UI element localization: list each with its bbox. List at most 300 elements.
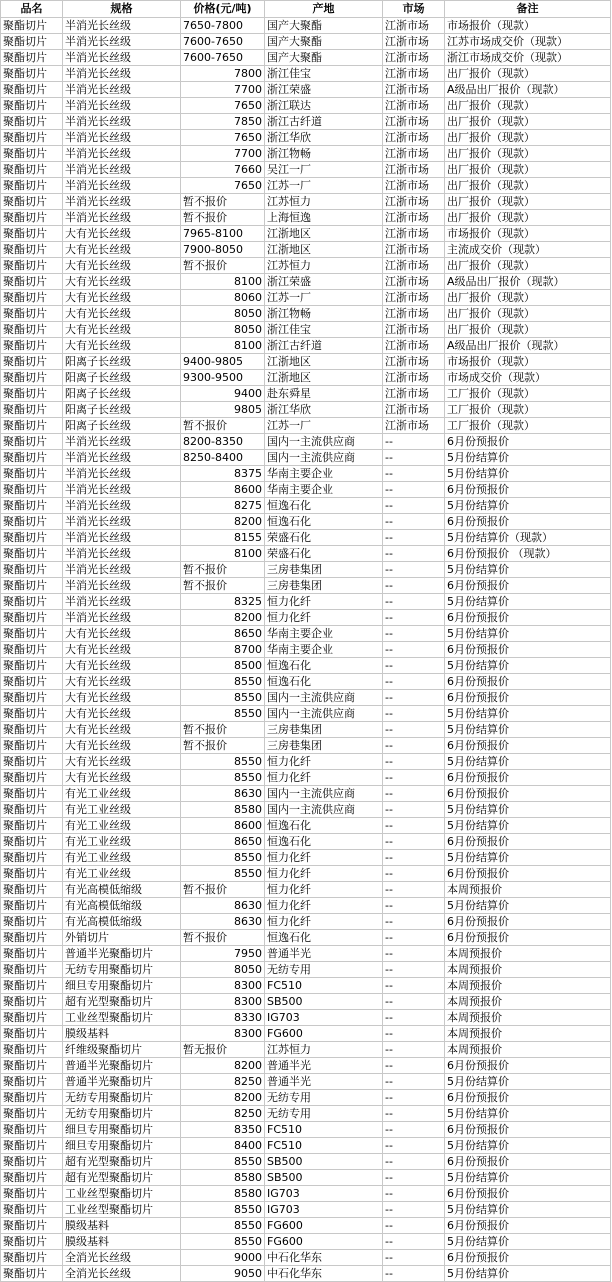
table-row xyxy=(1,1106,611,1122)
market-cell: 江浙市场 xyxy=(383,354,445,370)
product-cell: 聚酯切片 xyxy=(1,482,63,498)
origin-cell: 恒逸石化 xyxy=(265,658,383,674)
product-cell: 聚酯切片 xyxy=(1,866,63,882)
table-row xyxy=(1,34,611,50)
table-row xyxy=(1,642,611,658)
table-row xyxy=(1,402,611,418)
market-cell: -- xyxy=(383,642,445,658)
table-row xyxy=(1,722,611,738)
product-cell: 聚酯切片 xyxy=(1,1058,63,1074)
table-row xyxy=(1,114,611,130)
remark-cell: 5月份结算价 xyxy=(445,706,611,722)
product-cell: 聚酯切片 xyxy=(1,146,63,162)
table-row xyxy=(1,658,611,674)
table-row xyxy=(1,1058,611,1074)
table-row xyxy=(1,530,611,546)
price-cell: 暂不报价 xyxy=(181,882,265,898)
product-cell: 聚酯切片 xyxy=(1,818,63,834)
product-cell: 聚酯切片 xyxy=(1,1218,63,1234)
product-cell: 聚酯切片 xyxy=(1,210,63,226)
table-row xyxy=(1,50,611,66)
market-cell: -- xyxy=(383,690,445,706)
table-row xyxy=(1,866,611,882)
spec-cell: 膜级基料 xyxy=(63,1026,181,1042)
table-row xyxy=(1,754,611,770)
remark-cell: 本周预报价 xyxy=(445,962,611,978)
price-cell: 7650 xyxy=(181,130,265,146)
price-cell: 8630 xyxy=(181,786,265,802)
spec-cell: 半消光长丝级 xyxy=(63,98,181,114)
table-row xyxy=(1,962,611,978)
remark-cell: 浙江市场成交价（现款） xyxy=(445,50,611,66)
origin-cell: 江苏恒力 xyxy=(265,1042,383,1058)
product-cell: 聚酯切片 xyxy=(1,82,63,98)
price-cell: 8300 xyxy=(181,978,265,994)
remark-cell: 6月份预报价 xyxy=(445,930,611,946)
remark-cell: 6月份预报价 xyxy=(445,1058,611,1074)
product-cell: 聚酯切片 xyxy=(1,370,63,386)
product-cell: 聚酯切片 xyxy=(1,418,63,434)
remark-cell: 出厂报价（现款） xyxy=(445,162,611,178)
price-cell: 8200 xyxy=(181,1058,265,1074)
market-cell: -- xyxy=(383,1266,445,1282)
origin-cell: 华南主要企业 xyxy=(265,466,383,482)
spec-cell: 有光工业丝级 xyxy=(63,786,181,802)
remark-cell: 5月份结算价 xyxy=(445,850,611,866)
spec-cell: 半消光长丝级 xyxy=(63,194,181,210)
table-row xyxy=(1,418,611,434)
market-cell: -- xyxy=(383,754,445,770)
spec-cell: 半消光长丝级 xyxy=(63,482,181,498)
spec-cell: 阳离子长丝级 xyxy=(63,370,181,386)
origin-cell: 国产大聚酯 xyxy=(265,34,383,50)
product-cell: 聚酯切片 xyxy=(1,402,63,418)
origin-cell: 国内一主流供应商 xyxy=(265,450,383,466)
remark-cell: 6月份预报价 xyxy=(445,434,611,450)
market-cell: -- xyxy=(383,818,445,834)
market-cell: -- xyxy=(383,978,445,994)
market-cell: 江浙市场 xyxy=(383,146,445,162)
product-cell: 聚酯切片 xyxy=(1,1266,63,1282)
remark-cell: A级品出厂报价（现款） xyxy=(445,274,611,290)
remark-cell: 6月份预报价 xyxy=(445,642,611,658)
spec-cell: 普通半光聚酯切片 xyxy=(63,946,181,962)
remark-cell: 出厂报价（现款） xyxy=(445,322,611,338)
table-row xyxy=(1,1010,611,1026)
spec-cell: 普通半光聚酯切片 xyxy=(63,1074,181,1090)
origin-cell: 国内一主流供应商 xyxy=(265,802,383,818)
origin-cell: 国产大聚酯 xyxy=(265,18,383,34)
origin-cell: 江浙地区 xyxy=(265,242,383,258)
spec-cell: 阳离子长丝级 xyxy=(63,386,181,402)
header-remark: 备注 xyxy=(445,1,611,18)
market-cell: -- xyxy=(383,962,445,978)
spec-cell: 有光高模低缩级 xyxy=(63,914,181,930)
table-row xyxy=(1,98,611,114)
spec-cell: 细旦专用聚酯切片 xyxy=(63,1138,181,1154)
remark-cell: 5月份结算价 xyxy=(445,1266,611,1282)
market-cell: -- xyxy=(383,786,445,802)
origin-cell: 江浙地区 xyxy=(265,226,383,242)
header-origin: 产地 xyxy=(265,1,383,18)
spec-cell: 大有光长丝级 xyxy=(63,770,181,786)
table-row xyxy=(1,562,611,578)
remark-cell: 出厂报价（现款） xyxy=(445,130,611,146)
remark-cell: 主流成交价（现款） xyxy=(445,242,611,258)
market-cell: -- xyxy=(383,946,445,962)
remark-cell: 市场报价（现款） xyxy=(445,354,611,370)
market-cell: -- xyxy=(383,1058,445,1074)
origin-cell: 浙江古纤道 xyxy=(265,338,383,354)
spec-cell: 半消光长丝级 xyxy=(63,82,181,98)
spec-cell: 超有光型聚酯切片 xyxy=(63,1170,181,1186)
price-cell: 8550 xyxy=(181,706,265,722)
price-cell: 7660 xyxy=(181,162,265,178)
price-cell: 7900-8050 xyxy=(181,242,265,258)
header-product: 品名 xyxy=(1,1,63,18)
product-cell: 聚酯切片 xyxy=(1,978,63,994)
price-cell: 8580 xyxy=(181,1170,265,1186)
table-row xyxy=(1,594,611,610)
table-row xyxy=(1,482,611,498)
origin-cell: 恒逸石化 xyxy=(265,818,383,834)
market-cell: -- xyxy=(383,1154,445,1170)
header-market: 市场 xyxy=(383,1,445,18)
spec-cell: 超有光型聚酯切片 xyxy=(63,994,181,1010)
price-cell: 9000 xyxy=(181,1250,265,1266)
product-cell: 聚酯切片 xyxy=(1,1010,63,1026)
market-cell: -- xyxy=(383,850,445,866)
spec-cell: 无纺专用聚酯切片 xyxy=(63,1090,181,1106)
remark-cell: 5月份结算价 xyxy=(445,1234,611,1250)
remark-cell: 6月份预报价 xyxy=(445,1186,611,1202)
product-cell: 聚酯切片 xyxy=(1,194,63,210)
product-cell: 聚酯切片 xyxy=(1,1026,63,1042)
origin-cell: 恒力化纤 xyxy=(265,914,383,930)
market-cell: -- xyxy=(383,514,445,530)
origin-cell: 恒逸石化 xyxy=(265,834,383,850)
table-row xyxy=(1,290,611,306)
market-cell: -- xyxy=(383,738,445,754)
product-cell: 聚酯切片 xyxy=(1,1090,63,1106)
origin-cell: 浙江古纤道 xyxy=(265,114,383,130)
remark-cell: 市场报价（现款） xyxy=(445,18,611,34)
spec-cell: 大有光长丝级 xyxy=(63,722,181,738)
product-cell: 聚酯切片 xyxy=(1,306,63,322)
origin-cell: 吴江一厂 xyxy=(265,162,383,178)
origin-cell: 三房巷集团 xyxy=(265,738,383,754)
origin-cell: 普通半光 xyxy=(265,1058,383,1074)
price-cell: 7700 xyxy=(181,146,265,162)
origin-cell: 恒力化纤 xyxy=(265,882,383,898)
spec-cell: 大有光长丝级 xyxy=(63,290,181,306)
price-cell: 7950 xyxy=(181,946,265,962)
table-row xyxy=(1,242,611,258)
table-row xyxy=(1,146,611,162)
product-cell: 聚酯切片 xyxy=(1,930,63,946)
price-cell: 8550 xyxy=(181,690,265,706)
remark-cell: 5月份结算价 xyxy=(445,450,611,466)
remark-cell: 6月份预报价 xyxy=(445,482,611,498)
spec-cell: 超有光型聚酯切片 xyxy=(63,1154,181,1170)
origin-cell: 江苏一厂 xyxy=(265,418,383,434)
market-cell: 江浙市场 xyxy=(383,178,445,194)
market-cell: -- xyxy=(383,1138,445,1154)
price-cell: 8550 xyxy=(181,674,265,690)
origin-cell: 恒逸石化 xyxy=(265,930,383,946)
price-cell: 8275 xyxy=(181,498,265,514)
market-cell: -- xyxy=(383,578,445,594)
spec-cell: 工业丝型聚酯切片 xyxy=(63,1186,181,1202)
remark-cell: 出厂报价（现款） xyxy=(445,290,611,306)
origin-cell: 国内一主流供应商 xyxy=(265,706,383,722)
spec-cell: 膜级基料 xyxy=(63,1234,181,1250)
price-cell: 8550 xyxy=(181,754,265,770)
product-cell: 聚酯切片 xyxy=(1,434,63,450)
table-row xyxy=(1,354,611,370)
remark-cell: 6月份预报价 xyxy=(445,578,611,594)
origin-cell: 恒力化纤 xyxy=(265,898,383,914)
product-cell: 聚酯切片 xyxy=(1,178,63,194)
table-row xyxy=(1,1074,611,1090)
origin-cell: 无纺专用 xyxy=(265,962,383,978)
spec-cell: 无纺专用聚酯切片 xyxy=(63,962,181,978)
table-row xyxy=(1,914,611,930)
spec-cell: 阳离子长丝级 xyxy=(63,418,181,434)
table-row xyxy=(1,498,611,514)
product-cell: 聚酯切片 xyxy=(1,466,63,482)
price-cell: 8630 xyxy=(181,914,265,930)
spec-cell: 大有光长丝级 xyxy=(63,226,181,242)
market-cell: -- xyxy=(383,594,445,610)
price-cell: 7650 xyxy=(181,178,265,194)
spec-cell: 半消光长丝级 xyxy=(63,66,181,82)
price-cell: 8250 xyxy=(181,1074,265,1090)
remark-cell: 5月份结算价 xyxy=(445,562,611,578)
price-cell: 8630 xyxy=(181,898,265,914)
product-cell: 聚酯切片 xyxy=(1,738,63,754)
table-row xyxy=(1,978,611,994)
table-row xyxy=(1,610,611,626)
table-row xyxy=(1,1090,611,1106)
remark-cell: 5月份结算价（现款） xyxy=(445,530,611,546)
price-cell: 暂不报价 xyxy=(181,738,265,754)
product-cell: 聚酯切片 xyxy=(1,914,63,930)
product-cell: 聚酯切片 xyxy=(1,258,63,274)
origin-cell: 荣盛石化 xyxy=(265,546,383,562)
spec-cell: 半消光长丝级 xyxy=(63,50,181,66)
product-cell: 聚酯切片 xyxy=(1,1250,63,1266)
remark-cell: 5月份结算价 xyxy=(445,1170,611,1186)
product-cell: 聚酯切片 xyxy=(1,1154,63,1170)
remark-cell: 6月份预报价 xyxy=(445,1250,611,1266)
table-row xyxy=(1,322,611,338)
remark-cell: 6月份预报价 xyxy=(445,738,611,754)
market-cell: -- xyxy=(383,1218,445,1234)
remark-cell: 本周预报价 xyxy=(445,994,611,1010)
price-cell: 8200 xyxy=(181,514,265,530)
origin-cell: FC510 xyxy=(265,1122,383,1138)
spec-cell: 半消光长丝级 xyxy=(63,514,181,530)
product-cell: 聚酯切片 xyxy=(1,834,63,850)
spec-cell: 有光工业丝级 xyxy=(63,866,181,882)
price-cell: 8400 xyxy=(181,1138,265,1154)
price-cell: 8050 xyxy=(181,322,265,338)
market-cell: -- xyxy=(383,450,445,466)
table-row xyxy=(1,18,611,34)
market-cell: -- xyxy=(383,1250,445,1266)
product-cell: 聚酯切片 xyxy=(1,18,63,34)
market-cell: 江浙市场 xyxy=(383,34,445,50)
market-cell: -- xyxy=(383,610,445,626)
spec-cell: 普通半光聚酯切片 xyxy=(63,1058,181,1074)
price-cell: 8700 xyxy=(181,642,265,658)
table-row xyxy=(1,450,611,466)
product-cell: 聚酯切片 xyxy=(1,850,63,866)
product-cell: 聚酯切片 xyxy=(1,34,63,50)
table-row xyxy=(1,1154,611,1170)
spec-cell: 工业丝型聚酯切片 xyxy=(63,1010,181,1026)
price-cell: 9400 xyxy=(181,386,265,402)
product-cell: 聚酯切片 xyxy=(1,514,63,530)
table-row xyxy=(1,1218,611,1234)
origin-cell: 恒力化纤 xyxy=(265,754,383,770)
spec-cell: 半消光长丝级 xyxy=(63,162,181,178)
market-cell: 江浙市场 xyxy=(383,82,445,98)
table-row xyxy=(1,1186,611,1202)
price-cell: 9050 xyxy=(181,1266,265,1282)
price-cell: 暂不报价 xyxy=(181,194,265,210)
origin-cell: SB500 xyxy=(265,1154,383,1170)
product-cell: 聚酯切片 xyxy=(1,898,63,914)
origin-cell: 江苏恒力 xyxy=(265,258,383,274)
remark-cell: 5月份结算价 xyxy=(445,1106,611,1122)
product-cell: 聚酯切片 xyxy=(1,626,63,642)
spec-cell: 无纺专用聚酯切片 xyxy=(63,1106,181,1122)
price-cell: 暂不报价 xyxy=(181,418,265,434)
market-cell: -- xyxy=(383,434,445,450)
remark-cell: 6月份预报价 xyxy=(445,674,611,690)
origin-cell: 国内一主流供应商 xyxy=(265,434,383,450)
origin-cell: 华南主要企业 xyxy=(265,626,383,642)
origin-cell: 恒力化纤 xyxy=(265,610,383,626)
market-cell: -- xyxy=(383,498,445,514)
market-cell: 江浙市场 xyxy=(383,130,445,146)
table-row xyxy=(1,306,611,322)
product-cell: 聚酯切片 xyxy=(1,98,63,114)
price-cell: 8155 xyxy=(181,530,265,546)
spec-cell: 半消光长丝级 xyxy=(63,530,181,546)
market-cell: -- xyxy=(383,1122,445,1138)
header-price: 价格(元/吨) xyxy=(181,1,265,18)
product-cell: 聚酯切片 xyxy=(1,450,63,466)
origin-cell: 江浙地区 xyxy=(265,354,383,370)
product-cell: 聚酯切片 xyxy=(1,66,63,82)
price-cell: 7650-7800 xyxy=(181,18,265,34)
origin-cell: 江苏一厂 xyxy=(265,290,383,306)
product-cell: 聚酯切片 xyxy=(1,786,63,802)
origin-cell: 三房巷集团 xyxy=(265,722,383,738)
product-cell: 聚酯切片 xyxy=(1,290,63,306)
origin-cell: 恒逸石化 xyxy=(265,674,383,690)
remark-cell: 5月份结算价 xyxy=(445,498,611,514)
spec-cell: 大有光长丝级 xyxy=(63,274,181,290)
spec-cell: 大有光长丝级 xyxy=(63,322,181,338)
spec-cell: 半消光长丝级 xyxy=(63,130,181,146)
spec-cell: 半消光长丝级 xyxy=(63,594,181,610)
spec-cell: 大有光长丝级 xyxy=(63,738,181,754)
price-cell: 8580 xyxy=(181,1186,265,1202)
price-cell: 8650 xyxy=(181,834,265,850)
price-cell: 8550 xyxy=(181,1202,265,1218)
remark-cell: 工厂报价（现款） xyxy=(445,418,611,434)
market-cell: 江浙市场 xyxy=(383,370,445,386)
origin-cell: 浙江荣盛 xyxy=(265,274,383,290)
price-cell: 8100 xyxy=(181,546,265,562)
table-row xyxy=(1,882,611,898)
table-row xyxy=(1,546,611,562)
market-cell: -- xyxy=(383,1042,445,1058)
market-cell: -- xyxy=(383,914,445,930)
product-cell: 聚酯切片 xyxy=(1,114,63,130)
table-row xyxy=(1,514,611,530)
remark-cell: 6月份预报价 xyxy=(445,610,611,626)
price-cell: 8300 xyxy=(181,1026,265,1042)
product-cell: 聚酯切片 xyxy=(1,386,63,402)
origin-cell: 无纺专用 xyxy=(265,1090,383,1106)
remark-cell: 5月份结算价 xyxy=(445,466,611,482)
header-spec: 规格 xyxy=(63,1,181,18)
spec-cell: 膜级基料 xyxy=(63,1218,181,1234)
price-cell: 7965-8100 xyxy=(181,226,265,242)
spec-cell: 大有光长丝级 xyxy=(63,642,181,658)
remark-cell: 5月份结算价 xyxy=(445,658,611,674)
origin-cell: IG703 xyxy=(265,1010,383,1026)
market-cell: 江浙市场 xyxy=(383,194,445,210)
remark-cell: 6月份预报价 xyxy=(445,1218,611,1234)
spec-cell: 大有光长丝级 xyxy=(63,706,181,722)
market-cell: -- xyxy=(383,466,445,482)
product-cell: 聚酯切片 xyxy=(1,530,63,546)
table-row xyxy=(1,1042,611,1058)
remark-cell: 出厂报价（现款） xyxy=(445,178,611,194)
market-cell: 江浙市场 xyxy=(383,386,445,402)
spec-cell: 工业丝型聚酯切片 xyxy=(63,1202,181,1218)
remark-cell: 6月份预报价 （现款） xyxy=(445,546,611,562)
spec-cell: 大有光长丝级 xyxy=(63,338,181,354)
spec-cell: 半消光长丝级 xyxy=(63,434,181,450)
origin-cell: SB500 xyxy=(265,994,383,1010)
table-row xyxy=(1,930,611,946)
remark-cell: 出厂报价（现款） xyxy=(445,258,611,274)
origin-cell: 无纺专用 xyxy=(265,1106,383,1122)
market-cell: 江浙市场 xyxy=(383,18,445,34)
product-cell: 聚酯切片 xyxy=(1,130,63,146)
origin-cell: FC510 xyxy=(265,1138,383,1154)
table-header xyxy=(1,1,611,18)
table-row xyxy=(1,386,611,402)
table-row xyxy=(1,690,611,706)
product-cell: 聚酯切片 xyxy=(1,226,63,242)
table-row xyxy=(1,466,611,482)
origin-cell: 浙江联达 xyxy=(265,98,383,114)
market-cell: -- xyxy=(383,1234,445,1250)
spec-cell: 半消光长丝级 xyxy=(63,146,181,162)
product-cell: 聚酯切片 xyxy=(1,690,63,706)
table-row xyxy=(1,226,611,242)
spec-cell: 半消光长丝级 xyxy=(63,578,181,594)
spec-cell: 半消光长丝级 xyxy=(63,178,181,194)
